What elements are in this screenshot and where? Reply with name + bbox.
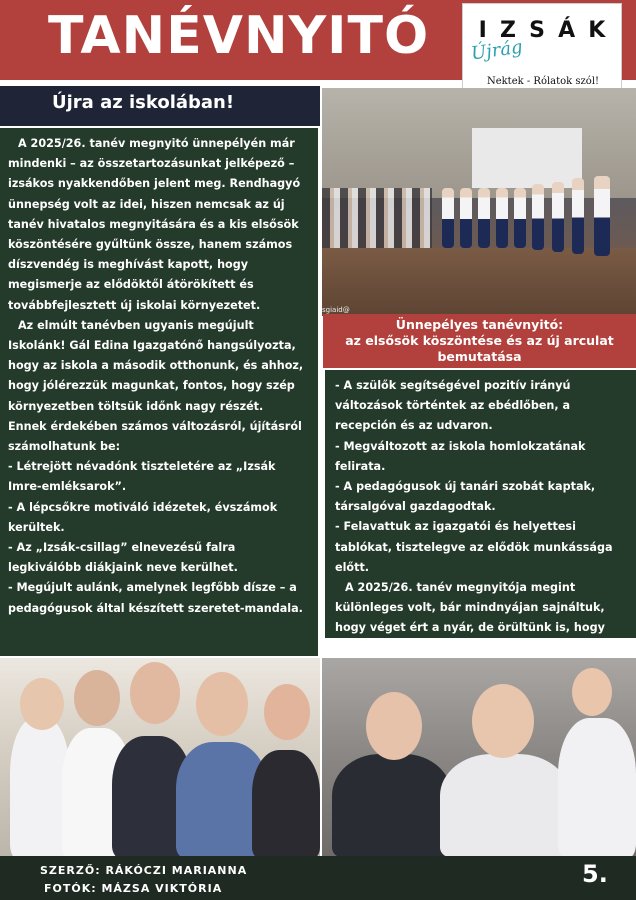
paragraph: Az elmúlt tanévben ugyanis megújult Iskolánk! Gál Edina Igazgatónő hangsúlyozta, hogy az iskola a második otthonunk, és ahhoz, hogy jólérezzük magunkat, fontos, hogy szép környezetben töltsük időnk nagy részét.	[8, 318, 304, 413]
list-item: - A lépcsőkre motiváló idézetek, évszámok kerültek.	[8, 500, 278, 534]
caption-line: Ünnepélyes tanévnyitó:	[395, 317, 564, 332]
author-credit: SZERZŐ: RÁKÓCZI MARIANNA	[40, 864, 248, 877]
guests-photo	[0, 658, 320, 856]
paragraph: Ennek érdekében számos változásról, újításról számolhatunk be:	[8, 419, 302, 454]
photo-guest-head	[74, 670, 120, 726]
photo-student-head	[572, 668, 612, 716]
photo-credit: sgiaid@	[322, 306, 350, 314]
photo-student	[572, 178, 584, 254]
paragraph: A 2025/26. tanév megnyitó ünnepélyén már mindenki – az összetartozásunkat jelképező – izsákos nyakkendőben jelent meg. Rendhagyó ünnepség volt az idei, hiszen nemcsak az új tanév hivatalos megnyitására és a kis elsősök köszöntésére gyűltünk össze, hanem számos díszvendég is meghívást kapott, hogy megismerje az elődöktől átörökített és továbbfejlesztett új iskolai környezetet.	[8, 137, 301, 312]
photo-guest-head	[130, 662, 180, 724]
photo-guest-head	[264, 684, 310, 740]
list-item: - Megváltozott az iskola homlokzatának felirata.	[335, 439, 586, 473]
photo-guest	[332, 754, 452, 856]
article-right-column	[325, 370, 636, 655]
photo-student	[514, 188, 526, 248]
logo-letter: Z	[499, 18, 518, 43]
caption-line: bemutatása	[437, 349, 522, 364]
logo-script: Újrág	[469, 36, 524, 65]
page-number: 5.	[582, 860, 608, 888]
photo-guest-head	[196, 672, 248, 736]
logo-letter: K	[588, 18, 608, 43]
izsak-logo	[462, 3, 622, 97]
paragraph: A 2025/26. tanév megnyitója megint különleges volt, bár mindnyájan sajnáltuk, hogy véget ért a nyár, de örültünk is, hogy ismét találkoztunk, és egy megújult, szép	[335, 581, 605, 655]
photo-guest-head	[472, 684, 534, 758]
photo-credits: FOTÓK: MÁZSA VIKTÓRIA	[44, 882, 223, 895]
page-title: TANÉVNYITÓ	[48, 6, 430, 66]
photo-student	[594, 176, 610, 256]
photo-guest-head	[366, 692, 422, 760]
list-item: - Felavattuk az igazgatói és helyettesi tablókat, tisztelegve az elődök munkássága előtt.	[335, 520, 613, 574]
logo-tagline: Nektek - Rólatok szól!	[486, 76, 600, 87]
caption-line: az elsősök köszöntése és az új arculat	[345, 333, 614, 348]
photo-student	[478, 188, 490, 248]
list-item: - A pedagógusok új tanári szobát kaptak, társalgóval gazdagodtak.	[335, 480, 596, 514]
logo-letter: Á	[558, 18, 578, 43]
list-item: - Megújult aulánk, amelynek legfőbb dísze – a pedagógusok által készített szeretet-mandala.	[8, 581, 303, 615]
photo-student	[442, 188, 454, 248]
list-item: - Az „Izsák-csillag” elnevezésű falra legkiválóbb diákjaink neve kerülhet.	[8, 541, 238, 575]
photo-student	[460, 188, 472, 248]
photo-student	[532, 184, 544, 250]
photo-student	[558, 718, 636, 856]
photo-guest	[252, 750, 320, 856]
photo-guest	[440, 754, 570, 856]
photo-stage	[322, 248, 636, 316]
article-left-column	[0, 128, 318, 656]
photo-student	[552, 182, 564, 252]
logo-letters	[463, 18, 623, 43]
audience-photo	[322, 658, 636, 856]
article-subtitle: Újra az iskolában!	[52, 92, 235, 113]
logo-letter: S	[529, 18, 547, 43]
list-item: - Létrejött névadónk tiszteletére az „Izsák Imre-emléksarok”.	[8, 460, 276, 494]
photo-caption	[323, 314, 636, 368]
photo-student	[496, 188, 508, 248]
photo-projector-screen	[472, 128, 582, 188]
photo-guest-head	[20, 678, 64, 730]
logo-letter: I	[478, 18, 489, 43]
photo-guest	[10, 718, 70, 856]
stage-photo	[322, 88, 636, 316]
list-item: - A szülők segítségével pozitív irányú változások történtek az ebédlőben, a recepción és az udvaron.	[335, 379, 571, 433]
